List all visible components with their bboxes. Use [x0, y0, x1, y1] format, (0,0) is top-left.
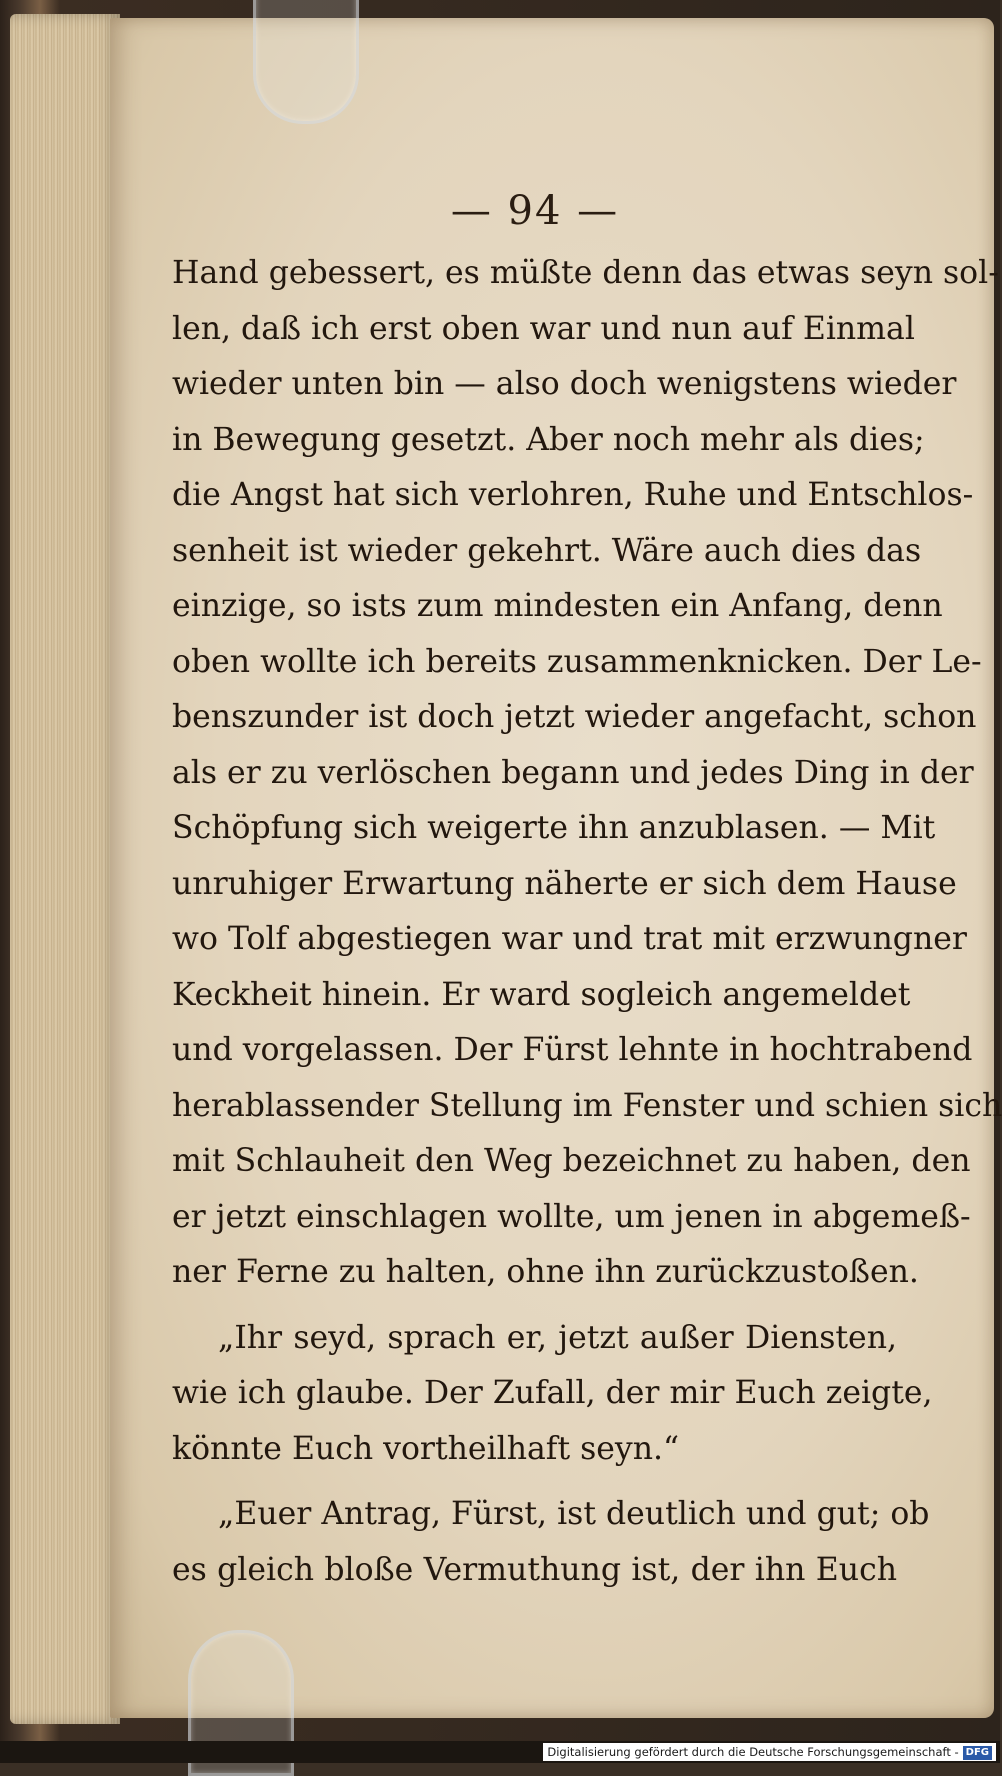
text-line: wieder unten bin — also doch wenigstens wieder: [172, 366, 957, 402]
text-line: senheit ist wieder gekehrt. Wäre auch dies das: [172, 532, 922, 569]
page-number: — 94 —: [450, 188, 620, 234]
text-line: in Bewegung gesetzt. Aber noch mehr als dies;: [172, 421, 925, 458]
text-line: benszunder ist doch jetzt wieder angefacht, schon: [172, 699, 977, 735]
text-line: und vorgelassen. Der Fürst lehnte in hochtrabend: [172, 1032, 973, 1068]
text-line: ner Ferne zu halten, ohne ihn zurückzustoßen.: [172, 1254, 919, 1290]
page-holder-clip-top: [253, 0, 359, 124]
text-line: Schöpfung sich weigerte ihn anzublasen. — Mit: [172, 810, 936, 846]
credit-text: Digitalisierung gefördert durch die Deutsche Forschungsgemeinschaft -: [547, 1745, 959, 1759]
text-line: herablassender Stellung im Fenster und schien sich: [172, 1087, 1002, 1124]
text-line: die Angst hat sich verlohren, Ruhe und Entschlos-: [172, 477, 974, 513]
text-line: wo Tolf abgestiegen war und trat mit erzwungner: [172, 921, 967, 957]
text-line: einzige, so ists zum mindesten ein Anfang, denn: [172, 588, 943, 624]
text-line: oben wollte ich bereits zusammenknicken. Der Le-: [172, 643, 982, 680]
text-line: als er zu verlöschen begann und jedes Ding in der: [172, 754, 974, 791]
text-line: mit Schlauheit den Weg bezeichnet zu haben, den: [172, 1143, 971, 1179]
text-line: er jetzt einschlagen wollte, um jenen in abgemeß-: [172, 1198, 971, 1235]
digitization-credit: [543, 1743, 996, 1761]
text-line: könnte Euch vortheilhaft seyn.“: [172, 1430, 680, 1467]
page-edges: [10, 14, 120, 1724]
text-line: unruhiger Erwartung näherte er sich dem Hause: [172, 865, 957, 902]
text-line: „Ihr seyd, sprach er, jetzt außer Diensten,: [218, 1319, 897, 1356]
text-line: wie ich glaube. Der Zufall, der mir Euch zeigte,: [172, 1375, 933, 1411]
body-text: [172, 246, 1002, 1598]
text-line: es gleich bloße Vermuthung ist, der ihn Euch: [172, 1551, 897, 1588]
text-line: len, daß ich erst oben war und nun auf Einmal: [172, 310, 915, 347]
text-line: Keckheit hinein. Er ward sogleich angemeldet: [172, 976, 911, 1013]
text-line: „Euer Antrag, Fürst, ist deutlich und gut; ob: [218, 1496, 930, 1532]
dfg-logo: DFG: [963, 1746, 992, 1760]
text-line: Hand gebessert, es müßte denn das etwas seyn sol-: [172, 255, 999, 291]
